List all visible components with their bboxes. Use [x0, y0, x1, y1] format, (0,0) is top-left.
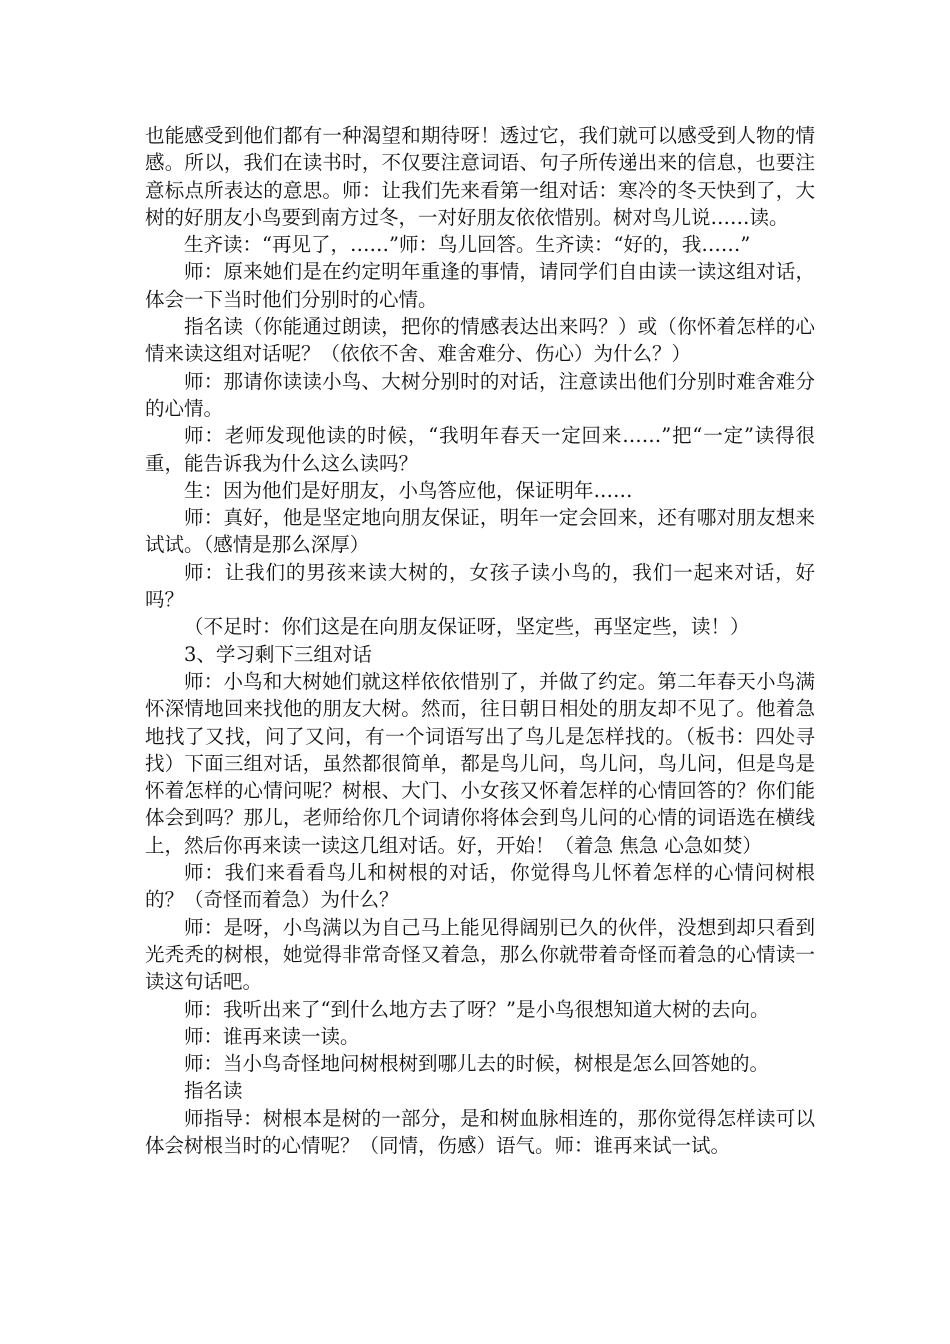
paragraph: 指名读 [184, 1079, 243, 1103]
paragraph: 指名读（你能通过朗读，把你的情感表达出来吗？）或（你怀着怎样的心情来读这组对话呢？（依依不舍、难舍难分、伤心）为什么？） [145, 315, 815, 366]
paragraph: 师：那请你读读小鸟、大树分别时的对话，注意读出他们分别时难舍难分的心情。 [145, 369, 815, 420]
paragraph: 师：原来她们是在约定明年重逢的事情，请同学们自由读一读这组对话，体会一下当时他们分别时的心情。 [145, 260, 815, 311]
section-heading: 3、学习剩下三组对话 [184, 642, 372, 666]
paragraph: 师：当小鸟奇怪地问树根树到哪儿去的时候，树根是怎么回答她的。 [184, 1052, 770, 1076]
document-body [145, 122, 815, 1159]
paragraph: （不足时：你们这是在向朋友保证呀，坚定些，再坚定些，读！） [184, 615, 750, 639]
paragraph: 师：我听出来了“到什么地方去了呀？”是小鸟很想知道大树的去向。 [184, 997, 770, 1021]
paragraph: 师：真好，他是坚定地向朋友保证，明年一定会回来，还有哪对朋友想来试试。（感情是那么深厚） [145, 506, 815, 557]
paragraph: 师：我们来看看鸟儿和树根的对话，你觉得鸟儿怀着怎样的心情问树根的？（奇怪而着急）为什么？ [145, 861, 815, 912]
paragraph: 师：小鸟和大树她们就这样依依惜别了，并做了约定。第二年春天小鸟满怀深情地回来找他的朋友大树。然而，往日朝日相处的朋友却不见了。他着急地找了又找，问了又问，有一个词语写出了鸟儿是怎样找的。（板书：四处寻找）下面三组对话，虽然都很简单，都是鸟儿问，鸟儿问，鸟儿问，但是鸟是怀着怎样的心情问呢？树根、大门、小女孩又怀着怎样的心情回答的？你们能体会到吗？那儿，老师给你几个词请你将体会到鸟儿问的心情的词语选在横线上，然后你再来读一读这几组对话。好，开始！（着急 焦急 心急如焚） [145, 669, 815, 857]
paragraph: 也能感受到他们都有一种渴望和期待呀！透过它，我们就可以感受到人物的情感。所以，我们在读书时，不仅要注意词语、句子所传递出来的信息，也要注意标点所表达的意思。师：让我们先来看第一组对话：寒冷的冬天快到了，大树的好朋友小鸟要到南方过冬，一对好朋友依依惜别。树对鸟儿说……读。 [145, 124, 815, 229]
paragraph: 师：老师发现他读的时候，“我明年春天一定回来……”把“一定”读得很重，能告诉我为什么这么读吗？ [145, 424, 815, 475]
paragraph: 师：谁再来读一读。 [184, 1024, 360, 1048]
paragraph: 师指导：树根本是树的一部分，是和树血脉相连的，那你觉得怎样读可以体会树根当时的心情呢？（同情，伤感）语气。师：谁再来试一试。 [145, 1106, 815, 1157]
paragraph: 师：让我们的男孩来读大树的，女孩子读小鸟的，我们一起来对话，好吗？ [145, 560, 815, 612]
paragraph: 生齐读：“再见了，……”师：鸟儿回答。生齐读：“好的，我……” [184, 233, 751, 257]
paragraph: 师：是呀，小鸟满以为自己马上能见得阔别已久的伙伴，没想到却只看到光秃秃的树根，她觉得非常奇怪又着急，那么你就带着奇怪而着急的心情读一读这句话吧。 [145, 915, 815, 994]
paragraph: 生：因为他们是好朋友，小鸟答应他，保证明年…… [184, 478, 633, 502]
